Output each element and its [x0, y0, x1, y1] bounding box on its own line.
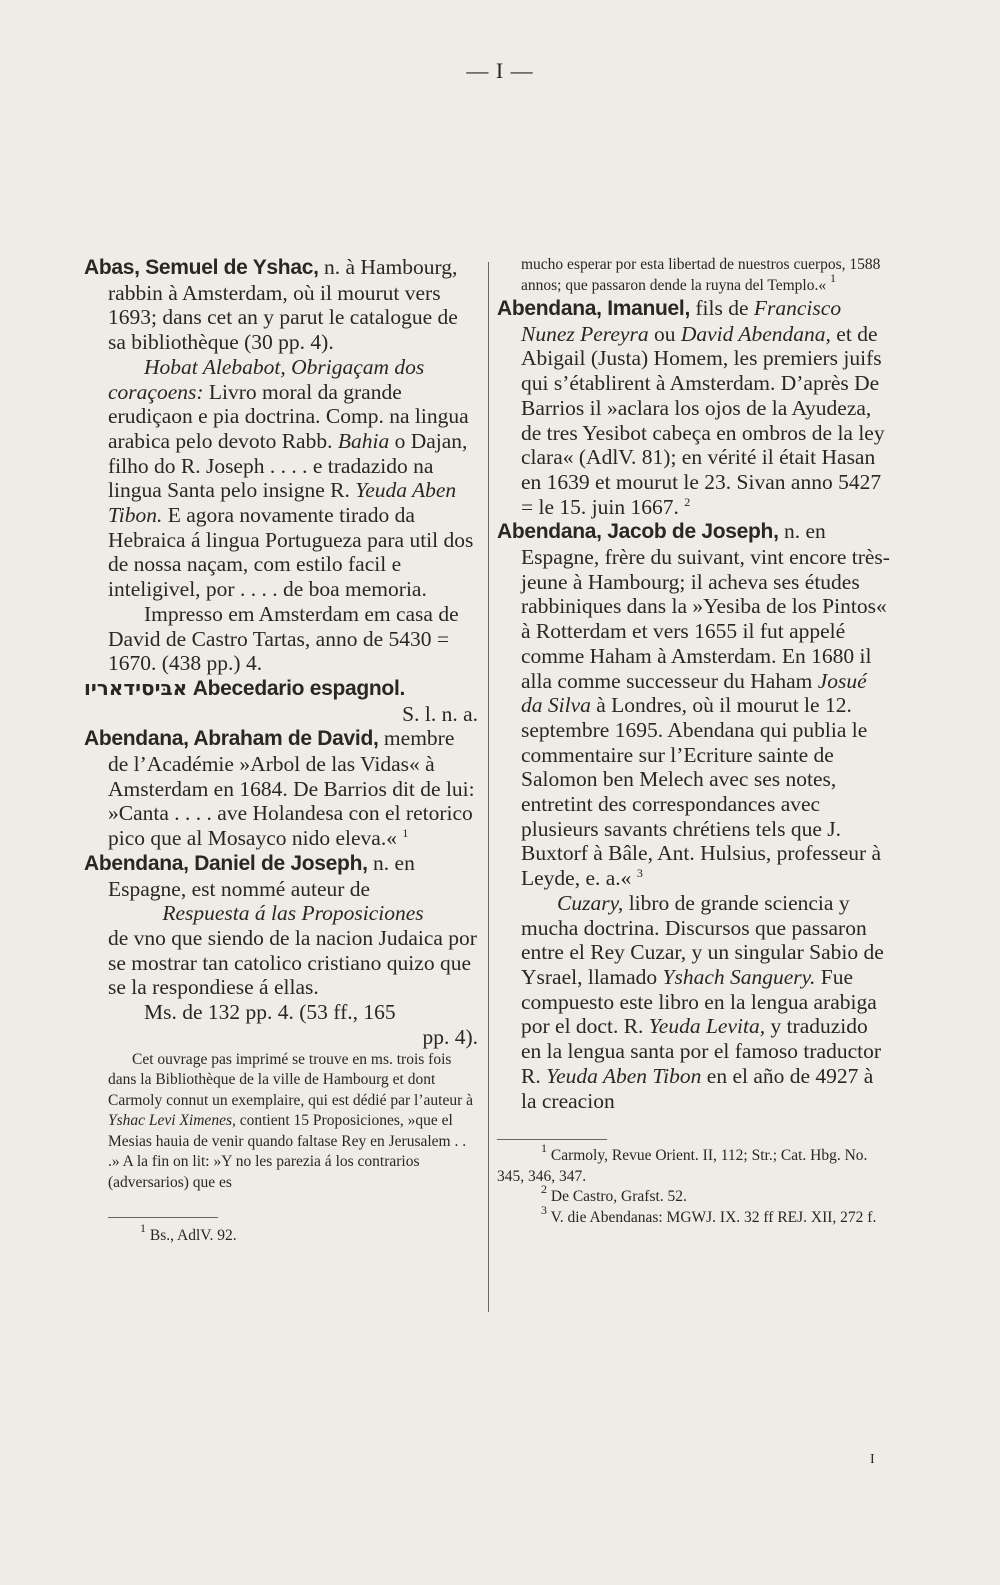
continued-text — [497, 255, 893, 296]
note-text: Cet ouvrage pas imprimé se trouve en ms. trois fois dans la Bibliothèque de la ville de Hambourg et dont Carmoly connut un exemplaire, qui est dédié par l’auteur à — [108, 1050, 473, 1109]
imprint-place: S. l. n. a. — [402, 701, 478, 726]
entry-abas — [84, 255, 478, 355]
footnote-left — [84, 1221, 478, 1247]
haham-name: Josué da Silva — [521, 668, 867, 718]
entry-head-name: Daniel de Joseph, — [188, 851, 368, 875]
father-name: Francisco Nunez Pereyra — [521, 296, 842, 346]
entry-bio: n. en Espagne, frère du suivant, vint encore très-jeune à Hambourg; il acheva ses études rabbiniques dans la »Yesiba de los Pintos« à Rotterdam et vers 1655 il fut appelé comme Haham à Amsterdam. En 1680 il alla comme successeur du Haham — [521, 519, 890, 693]
entry-daniel-title — [84, 901, 478, 926]
footnote-num: 1 — [541, 1141, 547, 1156]
entry-imanuel — [497, 296, 893, 519]
signature-mark: I — [870, 1452, 875, 1467]
footnote-num: 2 — [541, 1182, 547, 1197]
note-daniel — [84, 1050, 478, 1194]
author-name: Bahia — [337, 428, 390, 453]
footnote-1 — [497, 1141, 893, 1187]
footnote-text: V. die Abendanas: MGWJ. IX. 32 ff REJ. XII, 272 f. — [547, 1208, 877, 1226]
book-desc: y traduzido en la lengua santa por el famoso traductor R. — [521, 1014, 881, 1088]
entry-cuzary — [497, 891, 893, 1113]
book-desc: de vno que siendo de la nacion Judaica por se mostrar tan catolico cristiano quizo que se la respondiese á ellas. — [108, 925, 477, 1000]
imprint: Impresso em Amsterdam em casa de David de Castro Tartas, anno de 5430 = 1670. (438 pp.) 4. — [108, 601, 459, 676]
book-desc: libro de grande sciencia y mucha doctrina. Discursos que passaron entre el Rey Cuzar, y un singular Sabio de Ysrael, llamado — [521, 890, 884, 989]
manuscript-info: Ms. de 132 pp. 4. (53 ff., 165 — [144, 1000, 396, 1025]
entry-bio: ou — [648, 321, 681, 346]
footnote-text: Carmoly, Revue Orient. II, 112; Str.; Cat. Hbg. No. 345, 346, 347. — [497, 1147, 868, 1185]
book-desc: E agora novamente tirado da Hebraica á lingua Portugueza para util dos de nossa naçam, com estilo facil e inteligivel, por . . . . de boa memoria. — [108, 503, 474, 602]
right-column — [497, 255, 893, 1228]
footnote-num: 3 — [541, 1202, 547, 1217]
entry-jacob — [497, 519, 893, 891]
footnote-text: De Castro, Grafst. 52. — [547, 1188, 687, 1206]
footnote-2 — [497, 1182, 893, 1208]
book-desc: en el año de 4927 à la creacion — [521, 1063, 874, 1113]
book-desc: o Dajan, filho do R. Joseph . . . . e tradazido na lingua Santa pelo insigne R. — [108, 428, 468, 503]
manuscript-info-2: pp. 4). — [422, 1024, 478, 1049]
entry-bio: n. à Hambourg, rabbin à Amsterdam, où il mourut vers 1693; dans cet an y parut le catalogue de sa bibliothèque (30 pp. 4). — [108, 255, 458, 355]
footnote-ref: 1 — [829, 270, 836, 285]
entry-head-name: Abraham de David, — [188, 727, 379, 751]
footnote-num: 1 — [140, 1221, 146, 1235]
entry-head-name: Jacob de Joseph, — [601, 520, 779, 544]
entry-head: Abendana, — [84, 851, 189, 875]
entry-head-name: Imanuel, — [601, 297, 690, 320]
entry-head-name: Semuel de Yshac, — [139, 256, 319, 279]
entry-head: Abendana, — [497, 520, 602, 544]
entry-bio: n. en Espagne, est nommé auteur de — [108, 850, 415, 901]
note-text: contient 15 Proposiciones, »que el Mesias hauia de venir quando faltase Rey en Jerusalem . . .» A la fin on lit: »Y no les parezia á los contrarios (adversarios) que es — [108, 1112, 467, 1191]
translator-name: Yeuda Aben Tibon. — [108, 478, 457, 528]
sage-name: Yshach Sanguery. — [662, 964, 816, 989]
entry-bio: à Londres, où il mourut le 12. septembre 1695. Abendana qui publia le commentaire sur l’Ecriture sainte de Salomon ben Melech avec ses notes, entretint des correspondances avec plusieurs savants chrétiens tels que J. Buxtorf à Bâle, Ant. Hulsius, professeur à Leyde, e. a.« — [521, 693, 882, 891]
author-name: Yeuda Levita, — [648, 1014, 766, 1039]
entry-bio: membre de l’Académie »Arbol de las Vidas« à Amsterdam en 1684. De Barrios dit de lui: »Canta . . . . ave Holandesa con el retorico pico que al Mosayco nido eleva.« — [108, 726, 475, 851]
footnote-text: Bs., AdlV. 92. — [146, 1227, 237, 1244]
alias-name: David Abendana, — [680, 321, 831, 346]
entry-bio: fils de — [689, 296, 754, 320]
book-desc: Fue compuesto este libro en la lengua arabiga por el doct. R. — [521, 964, 877, 1039]
footnote-rule — [497, 1139, 607, 1140]
translator-name: Yeuda Aben Tibon — [546, 1063, 702, 1088]
entry-daniel — [84, 851, 478, 901]
footnotes-right — [497, 1141, 893, 1228]
left-column — [84, 255, 478, 1247]
footnote-ref: 1 — [402, 826, 409, 841]
entry-abas-title — [84, 355, 478, 602]
book-desc: Livro moral da grande erudiçaon e pia doctrina. Comp. na lingua arabica pelo devoto Rabb. — [108, 379, 469, 453]
footnote-ref: 3 — [636, 866, 643, 881]
entry-bio: et de Abigail (Justa) Homem, les premiers juifs qui s’établirent à Amsterdam. D’après De Barrios il »aclara los ojos de la Ayudeza, de tres Yesibot cabeça en ombros de la ley clara« (AdlV. 81); en vérité il était Hasan en 1639 et mourut le 23. Sivan anno 5427 = le 15. juin 1667. — [521, 321, 885, 519]
hebrew-title: אבּיסידאריו — [84, 675, 188, 700]
continued-quote: mucho esperar por esta libertad de nuestros cuerpos, 1588 annos; que passaron dende la ruyna del Templo.« — [521, 256, 881, 294]
entry-head: Abendana, — [84, 727, 189, 751]
entry-abecedario — [84, 676, 478, 702]
dedicatee-name: Yshac Levi Ximenes, — [108, 1112, 236, 1129]
page-number: — I — — [466, 58, 534, 83]
book-title: Cuzary, — [557, 890, 624, 915]
entry-head: Abendana, — [497, 297, 602, 320]
book-title: Respuesta á las Proposiciones — [162, 901, 424, 926]
entry-head: Abecedario espagnol. — [187, 676, 406, 700]
entry-head: Abas, — [84, 256, 140, 279]
entry-abraham — [84, 726, 478, 851]
column-divider — [488, 262, 489, 1312]
book-title: Hobat Alebabot, Obrigaçam dos coraçoens: — [108, 354, 425, 404]
footnote-3 — [497, 1202, 893, 1229]
footnote-ref: 2 — [684, 494, 691, 509]
footnote-rule — [108, 1217, 218, 1218]
